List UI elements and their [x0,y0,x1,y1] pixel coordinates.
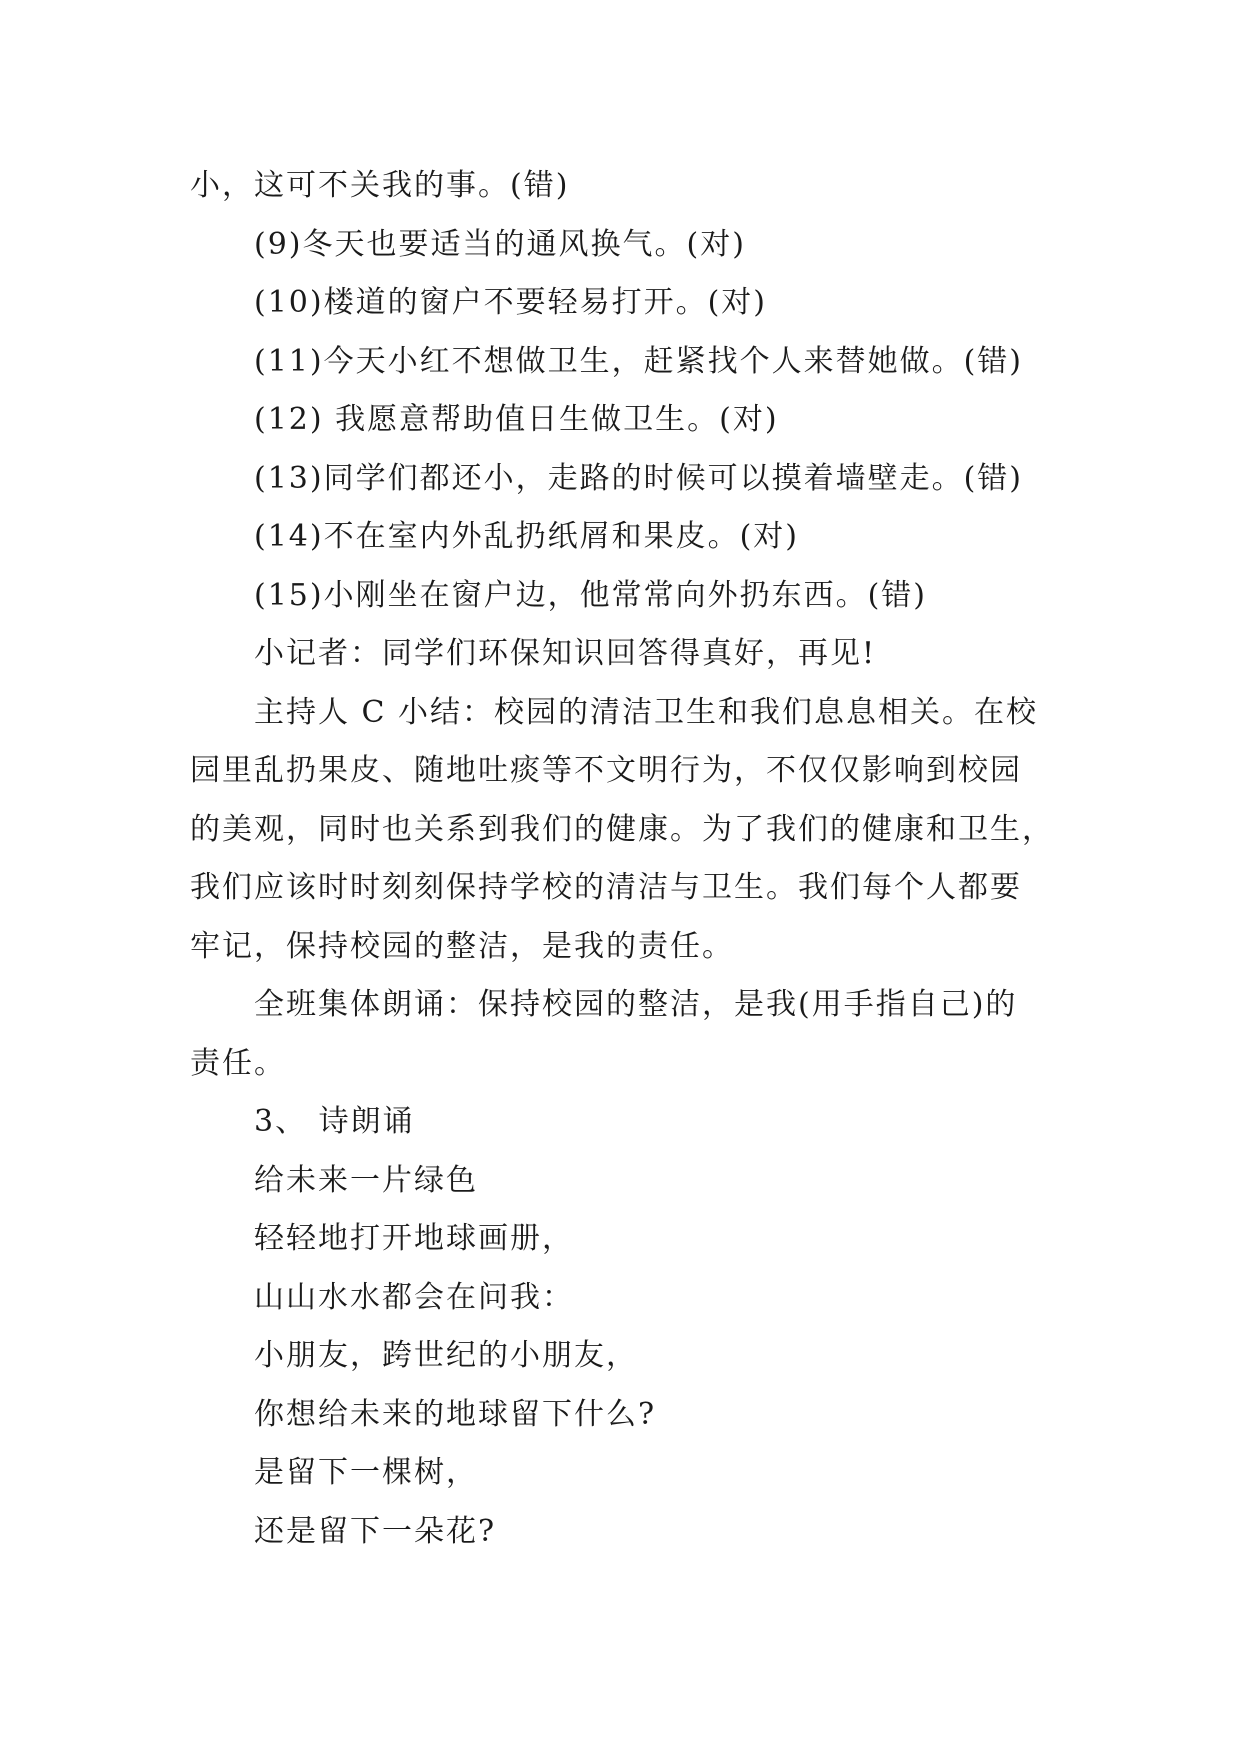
text-line: 小朋友，跨世纪的小朋友， [254,1338,638,1373]
text-line: (13)同学们都还小，走路的时候可以摸着墙壁走。(错) [254,460,1023,496]
text-line: (9)冬天也要适当的通风换气。(对) [254,226,746,262]
text-line: (10)楼道的窗户不要轻易打开。(对) [254,285,767,320]
text-line: 是留下一棵树， [254,1455,478,1490]
text-line: 轻轻地打开地球画册， [254,1221,574,1256]
text-line: 园里乱扔果皮、随地吐痰等不文明行为，不仅仅影响到校园 [190,753,1022,788]
text-line: (15)小刚坐在窗户边，他常常向外扔东西。(错) [254,577,927,613]
text-line: 给未来一片绿色 [254,1162,478,1198]
text-line: 小，这可不关我的事。(错) [190,168,570,203]
text-line: 牢记，保持校园的整洁，是我的责任。 [190,928,734,964]
text-line: 3、 诗朗诵 [254,1104,415,1139]
text-line: 你想给未来的地球留下什么? [254,1396,657,1432]
text-line: (14)不在室内外乱扔纸屑和果皮。(对) [254,519,799,554]
text-line: (11)今天小红不想做卫生，赶紧找个人来替她做。(错) [254,343,1023,379]
text-line: 的美观，同时也关系到我们的健康。为了我们的健康和卫生， [190,811,1054,847]
text-line: 全班集体朗诵：保持校园的整洁，是我(用手指自己)的 [254,987,1018,1022]
text-line: 还是留下一朵花? [254,1513,497,1549]
document-body [190,157,1070,1561]
text-line: 山山水水都会在问我： [254,1279,574,1315]
text-line: 主持人 C 小结：校园的清洁卫生和我们息息相关。在校 [254,694,1039,730]
text-line: (12) 我愿意帮助值日生做卫生。(对) [254,402,779,437]
text-line: 我们应该时时刻刻保持学校的清洁与卫生。我们每个人都要 [190,870,1022,905]
text-line: 责任。 [190,1045,286,1081]
text-line: 小记者：同学们环保知识回答得真好，再见! [254,636,877,671]
